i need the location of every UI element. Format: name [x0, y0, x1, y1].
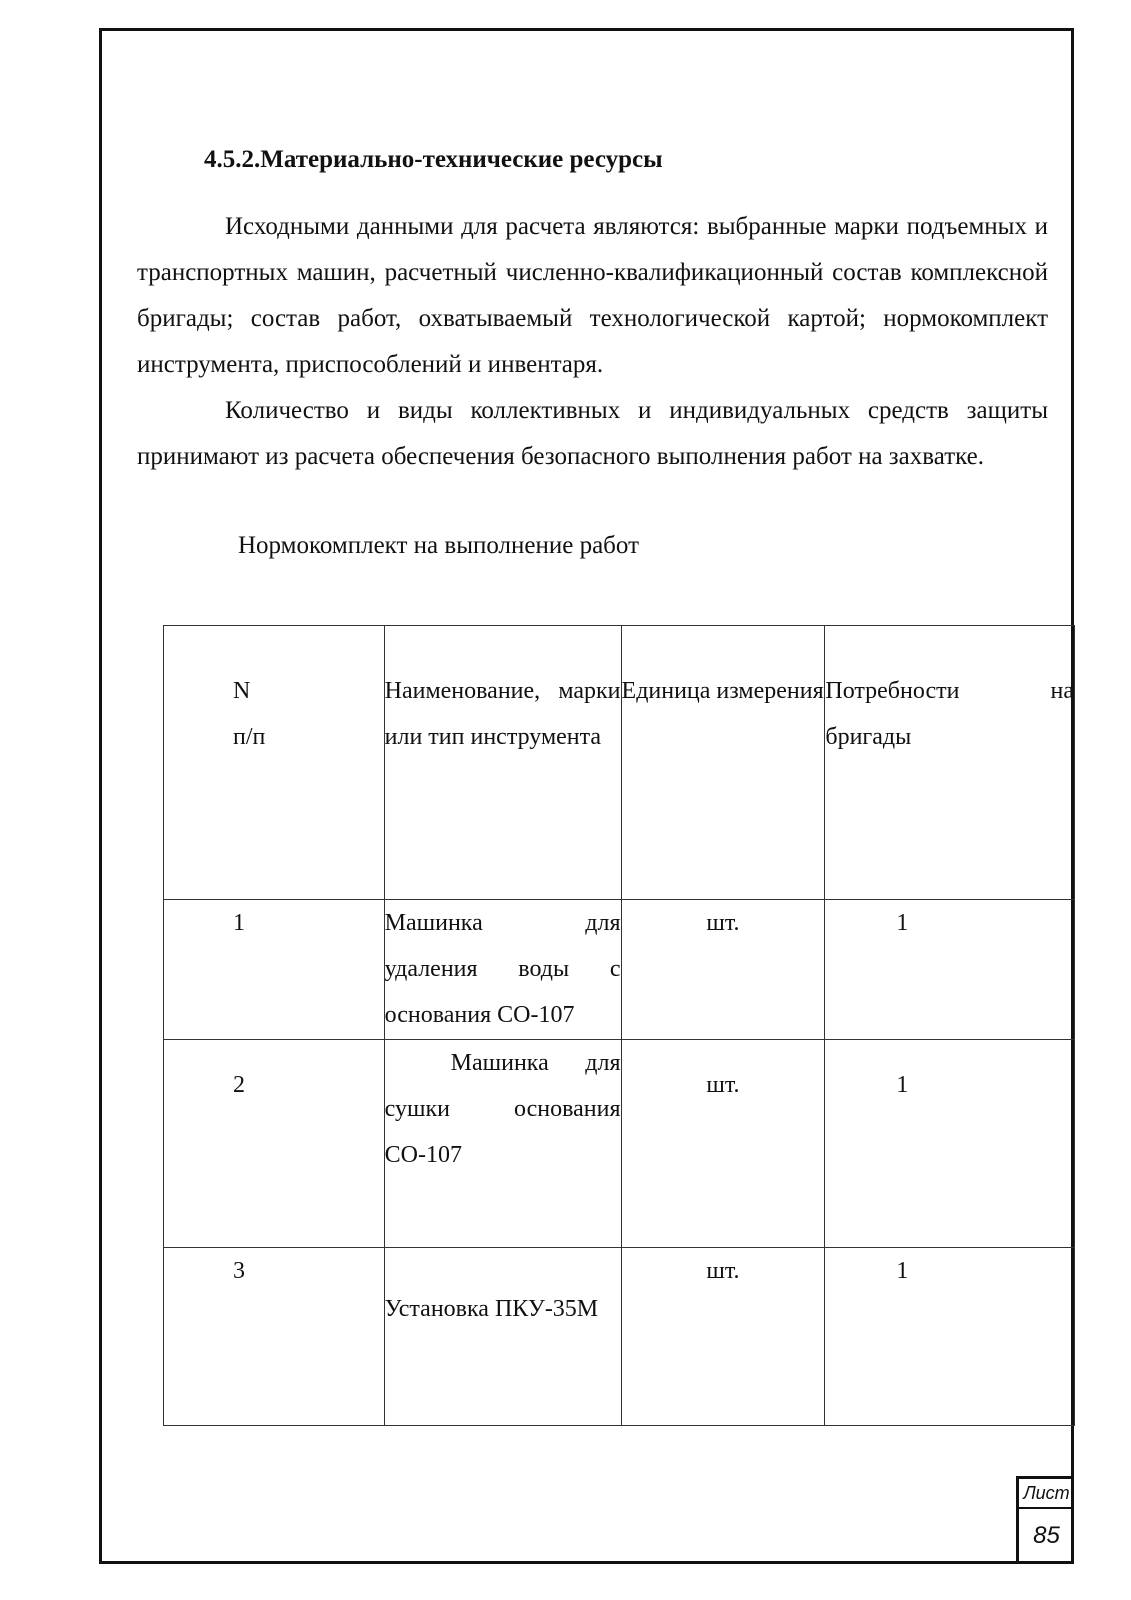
header-number: N п/п: [164, 626, 385, 900]
norm-kit-table: [163, 625, 1075, 1426]
row-unit: шт.: [621, 1040, 825, 1248]
sheet-stamp: [1016, 1476, 1074, 1564]
table-header-row: [164, 626, 1075, 900]
header-unit: Единица измерения: [621, 626, 825, 900]
sheet-label: Лист: [1019, 1479, 1074, 1509]
paragraph-source-data: Исходными данными для расчета являются: выбранные марки подъемных и транспортных машин, расчетный численно-квалификационный состав комплексной бригады; состав работ, охватываемый технологической картой; нормокомплект инструмента, приспособлений и инвентаря.: [137, 213, 1048, 378]
table-row: [164, 1040, 1075, 1248]
paragraph-protection: Количество и виды коллективных и индивидуальных средств защиты принимают из расчета обеспечения безопасного выполнения работ на захватке.: [137, 397, 1048, 470]
table-row: [164, 900, 1075, 1040]
row-number: 1: [164, 900, 385, 1040]
row-quantity: 1: [825, 1248, 1075, 1426]
row-unit: шт.: [621, 1248, 825, 1426]
row-quantity: 1: [825, 900, 1075, 1040]
row-name: Машинка для сушки основания СО-107: [384, 1040, 621, 1248]
row-unit: шт.: [621, 900, 825, 1040]
header-quantity: Потребности на бригады: [825, 626, 1075, 900]
section-heading: 4.5.2.Материально-технические ресурсы: [204, 146, 663, 173]
sheet-number: 85: [1033, 1522, 1060, 1549]
table-caption: Нормокомплект на выполнение работ: [238, 532, 640, 559]
row-number: 3: [164, 1248, 385, 1426]
header-name: Наименование, марки или тип инструмента: [384, 626, 621, 900]
row-name: Установка ПКУ-35М: [384, 1248, 621, 1426]
row-quantity: 1: [825, 1040, 1075, 1248]
table-row: [164, 1248, 1075, 1426]
row-name: Машинка для удаления воды с основания СО-107: [384, 900, 621, 1040]
row-number: 2: [164, 1040, 385, 1248]
